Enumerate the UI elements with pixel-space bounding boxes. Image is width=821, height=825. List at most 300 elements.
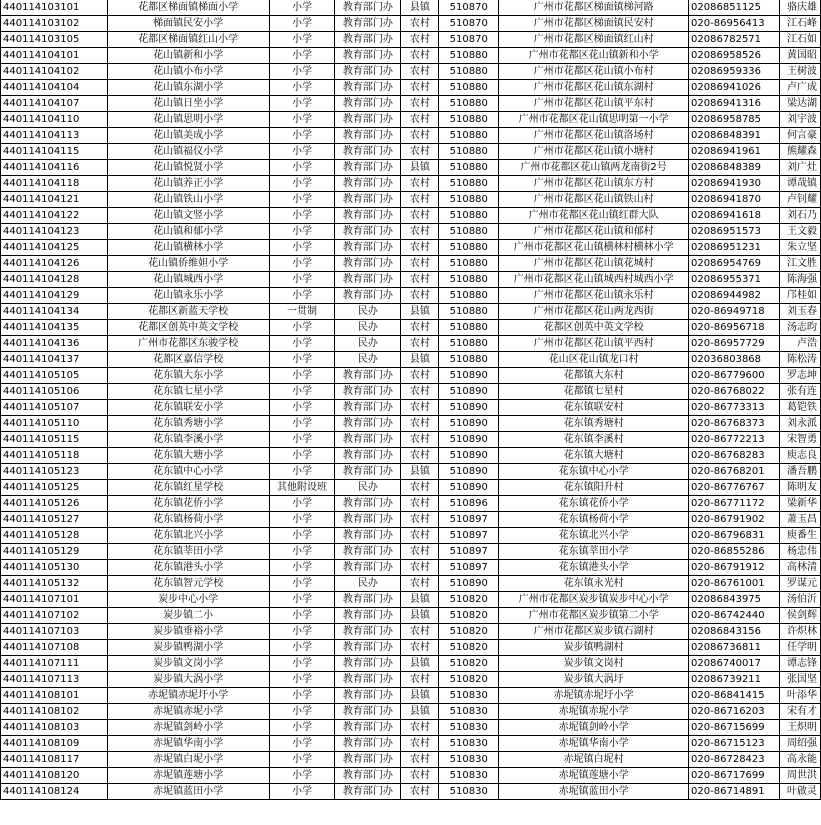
school-name-cell: 花东镇大东小学 (107, 368, 269, 384)
area-type-cell: 农村 (401, 720, 439, 736)
school-name-cell: 花都区梯面镇红山小学 (107, 32, 269, 48)
organizer-cell: 民办 (335, 480, 401, 496)
contact-person-cell: 何言豪 (779, 128, 820, 144)
area-type-cell: 农村 (401, 96, 439, 112)
phone-cell: 02086958526 (689, 48, 780, 64)
organizer-cell: 教育部门办 (335, 496, 401, 512)
table-row (1, 352, 821, 368)
table-row (1, 560, 821, 576)
school-name-cell: 炭步镇鸭湖小学 (107, 640, 269, 656)
address-cell: 广州市花都区花山镇新和小学 (499, 48, 689, 64)
contact-person-cell: 王树波 (779, 64, 820, 80)
organizer-cell: 教育部门办 (335, 224, 401, 240)
school-code-cell: 440114107108 (1, 640, 108, 656)
table-row (1, 528, 821, 544)
phone-cell: 020-86771172 (689, 496, 780, 512)
organizer-cell: 教育部门办 (335, 608, 401, 624)
area-type-cell: 农村 (401, 64, 439, 80)
area-type-cell: 农村 (401, 272, 439, 288)
school-type-cell: 小学 (269, 640, 335, 656)
postal-code-cell: 510890 (439, 416, 499, 432)
contact-person-cell: 刘广灶 (779, 160, 820, 176)
organizer-cell: 民办 (335, 576, 401, 592)
address-cell: 广州市花都区花山镇东湖村 (499, 80, 689, 96)
postal-code-cell: 510896 (439, 496, 499, 512)
school-code-cell: 440114108117 (1, 752, 108, 768)
address-cell: 花都区创英中英文学校 (499, 320, 689, 336)
postal-code-cell: 510880 (439, 224, 499, 240)
address-cell: 广州市花都区花山镇永乐村 (499, 288, 689, 304)
school-type-cell: 小学 (269, 384, 335, 400)
contact-person-cell: 潘吾鹏 (779, 464, 820, 480)
organizer-cell: 民办 (335, 336, 401, 352)
school-name-cell: 花都区创英中英文学校 (107, 320, 269, 336)
organizer-cell: 教育部门办 (335, 464, 401, 480)
school-type-cell: 小学 (269, 704, 335, 720)
phone-cell: 020-86768373 (689, 416, 780, 432)
school-code-cell: 440114104101 (1, 48, 108, 64)
table-row (1, 80, 821, 96)
area-type-cell: 农村 (401, 736, 439, 752)
school-name-cell: 花山镇美成小学 (107, 128, 269, 144)
area-type-cell: 农村 (401, 528, 439, 544)
school-type-cell: 小学 (269, 752, 335, 768)
school-type-cell: 小学 (269, 576, 335, 592)
school-name-cell: 花东镇莘田小学 (107, 544, 269, 560)
address-cell: 广州市花都区花山镇和郁村 (499, 224, 689, 240)
contact-person-cell: 梁新华 (779, 496, 820, 512)
postal-code-cell: 510880 (439, 144, 499, 160)
postal-code-cell: 510880 (439, 336, 499, 352)
table-row (1, 272, 821, 288)
phone-cell: 02086951231 (689, 240, 780, 256)
postal-code-cell: 510880 (439, 112, 499, 128)
school-code-cell: 440114105129 (1, 544, 108, 560)
postal-code-cell: 510890 (439, 480, 499, 496)
phone-cell: 02086848391 (689, 128, 780, 144)
school-code-cell: 440114104137 (1, 352, 108, 368)
table-row (1, 144, 821, 160)
contact-person-cell: 汤伯沂 (779, 592, 820, 608)
table-body (1, 0, 821, 800)
table-row (1, 320, 821, 336)
school-type-cell: 小学 (269, 352, 335, 368)
school-type-cell: 小学 (269, 608, 335, 624)
address-cell: 广州市花都区花山镇横林村横林小学 (499, 240, 689, 256)
organizer-cell: 教育部门办 (335, 112, 401, 128)
school-code-cell: 440114104136 (1, 336, 108, 352)
contact-person-cell: 张有连 (779, 384, 820, 400)
phone-cell: 02086941930 (689, 176, 780, 192)
school-name-cell: 花山镇和郁小学 (107, 224, 269, 240)
school-name-cell: 花东镇中心小学 (107, 464, 269, 480)
table-row (1, 48, 821, 64)
school-name-cell: 赤坭镇赤坭小学 (107, 704, 269, 720)
organizer-cell: 教育部门办 (335, 176, 401, 192)
table-row (1, 240, 821, 256)
postal-code-cell: 510870 (439, 32, 499, 48)
area-type-cell: 农村 (401, 624, 439, 640)
postal-code-cell: 510880 (439, 256, 499, 272)
postal-code-cell: 510830 (439, 784, 499, 800)
school-type-cell: 小学 (269, 400, 335, 416)
school-type-cell: 小学 (269, 512, 335, 528)
school-code-cell: 440114105132 (1, 576, 108, 592)
address-cell: 花东镇中心小学 (499, 464, 689, 480)
school-name-cell: 花东镇七星小学 (107, 384, 269, 400)
school-name-cell: 花山镇横林小学 (107, 240, 269, 256)
contact-person-cell: 许炽林 (779, 624, 820, 640)
contact-person-cell: 萧玉昌 (779, 512, 820, 528)
contact-person-cell: 陈松涛 (779, 352, 820, 368)
school-type-cell: 小学 (269, 32, 335, 48)
contact-person-cell: 刘宇波 (779, 112, 820, 128)
school-type-cell: 小学 (269, 544, 335, 560)
school-code-cell: 440114103105 (1, 32, 108, 48)
area-type-cell: 县镇 (401, 160, 439, 176)
contact-person-cell: 梁达湖 (779, 96, 820, 112)
table-row (1, 368, 821, 384)
phone-cell: 02086944982 (689, 288, 780, 304)
organizer-cell: 教育部门办 (335, 16, 401, 32)
phone-cell: 02086958785 (689, 112, 780, 128)
area-type-cell: 县镇 (401, 704, 439, 720)
area-type-cell: 县镇 (401, 592, 439, 608)
phone-cell: 020-86956413 (689, 16, 780, 32)
phone-cell: 02086851125 (689, 0, 780, 16)
address-cell: 花东镇花侨小学 (499, 496, 689, 512)
postal-code-cell: 510890 (439, 448, 499, 464)
school-code-cell: 440114104123 (1, 224, 108, 240)
organizer-cell: 教育部门办 (335, 544, 401, 560)
school-type-cell: 小学 (269, 368, 335, 384)
address-cell: 广州市花都区花山镇花城村 (499, 256, 689, 272)
school-name-cell: 花东镇杨荷小学 (107, 512, 269, 528)
school-type-cell: 小学 (269, 416, 335, 432)
area-type-cell: 农村 (401, 192, 439, 208)
school-type-cell: 小学 (269, 64, 335, 80)
postal-code-cell: 510880 (439, 48, 499, 64)
contact-person-cell: 江石如 (779, 32, 820, 48)
phone-cell: 020-86716203 (689, 704, 780, 720)
contact-person-cell: 侯剑辉 (779, 608, 820, 624)
area-type-cell: 县镇 (401, 608, 439, 624)
area-type-cell: 农村 (401, 576, 439, 592)
school-type-cell: 小学 (269, 112, 335, 128)
phone-cell: 020-86768201 (689, 464, 780, 480)
school-type-cell: 小学 (269, 16, 335, 32)
address-cell: 广州市花都区花山镇两龙南街2号 (499, 160, 689, 176)
organizer-cell: 教育部门办 (335, 400, 401, 416)
contact-person-cell: 朱立坚 (779, 240, 820, 256)
school-type-cell: 小学 (269, 272, 335, 288)
phone-cell: 02086941316 (689, 96, 780, 112)
contact-person-cell: 葛铠铁 (779, 400, 820, 416)
phone-cell: 020-86728423 (689, 752, 780, 768)
school-name-cell: 花山镇东湖小学 (107, 80, 269, 96)
area-type-cell: 农村 (401, 144, 439, 160)
organizer-cell: 教育部门办 (335, 720, 401, 736)
postal-code-cell: 510880 (439, 304, 499, 320)
school-code-cell: 440114104126 (1, 256, 108, 272)
phone-cell: 020-86957729 (689, 336, 780, 352)
address-cell: 花东镇港头小学 (499, 560, 689, 576)
postal-code-cell: 510880 (439, 128, 499, 144)
school-name-cell: 花山镇城西小学 (107, 272, 269, 288)
organizer-cell: 教育部门办 (335, 288, 401, 304)
area-type-cell: 农村 (401, 112, 439, 128)
contact-person-cell: 卢广成 (779, 80, 820, 96)
area-type-cell: 农村 (401, 768, 439, 784)
phone-cell: 020-86776767 (689, 480, 780, 496)
organizer-cell: 教育部门办 (335, 384, 401, 400)
postal-code-cell: 510897 (439, 544, 499, 560)
organizer-cell: 民办 (335, 304, 401, 320)
area-type-cell: 农村 (401, 368, 439, 384)
address-cell: 广州市花都区梯面镇梯河路 (499, 0, 689, 16)
school-code-cell: 440114105118 (1, 448, 108, 464)
organizer-cell: 教育部门办 (335, 672, 401, 688)
school-name-cell: 赤坭镇白坭小学 (107, 752, 269, 768)
address-cell: 炭步镇文岗村 (499, 656, 689, 672)
contact-person-cell: 叶啟灵 (779, 784, 820, 800)
school-type-cell: 小学 (269, 224, 335, 240)
contact-person-cell: 任学明 (779, 640, 820, 656)
organizer-cell: 教育部门办 (335, 592, 401, 608)
contact-person-cell: 王文毅 (779, 224, 820, 240)
phone-cell: 02086941026 (689, 80, 780, 96)
postal-code-cell: 510820 (439, 672, 499, 688)
school-name-cell: 花东镇北兴小学 (107, 528, 269, 544)
table-row (1, 0, 821, 16)
phone-cell: 02086740017 (689, 656, 780, 672)
address-cell: 花都镇七星村 (499, 384, 689, 400)
school-type-cell: 小学 (269, 256, 335, 272)
postal-code-cell: 510890 (439, 464, 499, 480)
school-code-cell: 440114104122 (1, 208, 108, 224)
table-row (1, 448, 821, 464)
phone-cell: 020-86841415 (689, 688, 780, 704)
school-name-cell: 花山镇养正小学 (107, 176, 269, 192)
contact-person-cell: 高永能 (779, 752, 820, 768)
postal-code-cell: 510890 (439, 368, 499, 384)
postal-code-cell: 510880 (439, 240, 499, 256)
organizer-cell: 教育部门办 (335, 128, 401, 144)
contact-person-cell: 庾志良 (779, 448, 820, 464)
school-name-cell: 花山镇侨维妲小学 (107, 256, 269, 272)
organizer-cell: 教育部门办 (335, 368, 401, 384)
phone-cell: 020-86768283 (689, 448, 780, 464)
school-name-cell: 赤坭镇蓝田小学 (107, 784, 269, 800)
phone-cell: 02086739211 (689, 672, 780, 688)
postal-code-cell: 510880 (439, 176, 499, 192)
table-row (1, 656, 821, 672)
table-row (1, 208, 821, 224)
contact-person-cell: 陈海强 (779, 272, 820, 288)
contact-person-cell: 周世洪 (779, 768, 820, 784)
table-row (1, 768, 821, 784)
table-row (1, 336, 821, 352)
school-name-cell: 花山镇新和小学 (107, 48, 269, 64)
school-name-cell: 花东镇李溪小学 (107, 432, 269, 448)
area-type-cell: 农村 (401, 208, 439, 224)
postal-code-cell: 510830 (439, 736, 499, 752)
address-cell: 炭步镇鸭湖村 (499, 640, 689, 656)
school-code-cell: 440114108101 (1, 688, 108, 704)
phone-cell: 02086782571 (689, 32, 780, 48)
table-row (1, 96, 821, 112)
school-name-cell: 花东镇港头小学 (107, 560, 269, 576)
area-type-cell: 县镇 (401, 464, 439, 480)
school-name-cell: 炭步镇文岗小学 (107, 656, 269, 672)
organizer-cell: 教育部门办 (335, 528, 401, 544)
area-type-cell: 农村 (401, 256, 439, 272)
area-type-cell: 农村 (401, 32, 439, 48)
address-cell: 广州市花都区花山镇小塘村 (499, 144, 689, 160)
address-cell: 广州市花都区花山镇平东村 (499, 96, 689, 112)
table-row (1, 160, 821, 176)
address-cell: 赤坭镇莲塘小学 (499, 768, 689, 784)
postal-code-cell: 510880 (439, 272, 499, 288)
table-row (1, 112, 821, 128)
school-name-cell: 炭步镇二小 (107, 608, 269, 624)
table-row (1, 752, 821, 768)
contact-person-cell: 宋智勇 (779, 432, 820, 448)
organizer-cell: 教育部门办 (335, 160, 401, 176)
phone-cell: 020-86791902 (689, 512, 780, 528)
phone-cell: 020-86796831 (689, 528, 780, 544)
organizer-cell: 教育部门办 (335, 704, 401, 720)
table-row (1, 400, 821, 416)
phone-cell: 02086843975 (689, 592, 780, 608)
school-code-cell: 440114104104 (1, 80, 108, 96)
contact-person-cell: 叶添华 (779, 688, 820, 704)
school-type-cell: 小学 (269, 656, 335, 672)
organizer-cell: 教育部门办 (335, 624, 401, 640)
school-name-cell: 花东镇大塘小学 (107, 448, 269, 464)
postal-code-cell: 510880 (439, 208, 499, 224)
phone-cell: 02086843156 (689, 624, 780, 640)
school-name-cell: 花山镇悦贤小学 (107, 160, 269, 176)
area-type-cell: 农村 (401, 128, 439, 144)
postal-code-cell: 510830 (439, 752, 499, 768)
contact-person-cell: 周绍强 (779, 736, 820, 752)
postal-code-cell: 510897 (439, 512, 499, 528)
organizer-cell: 民办 (335, 320, 401, 336)
table-row (1, 464, 821, 480)
phone-cell: 020-86768022 (689, 384, 780, 400)
school-type-cell: 小学 (269, 768, 335, 784)
school-code-cell: 440114108124 (1, 784, 108, 800)
phone-cell: 02086941618 (689, 208, 780, 224)
area-type-cell: 农村 (401, 80, 439, 96)
school-code-cell: 440114105105 (1, 368, 108, 384)
area-type-cell: 县镇 (401, 352, 439, 368)
phone-cell: 020-86949718 (689, 304, 780, 320)
organizer-cell: 教育部门办 (335, 240, 401, 256)
school-code-cell: 440114104121 (1, 192, 108, 208)
phone-cell: 020-86791912 (689, 560, 780, 576)
organizer-cell: 教育部门办 (335, 192, 401, 208)
postal-code-cell: 510890 (439, 400, 499, 416)
table-row (1, 576, 821, 592)
school-type-cell: 小学 (269, 208, 335, 224)
school-name-cell: 广州市花都区东骏学校 (107, 336, 269, 352)
postal-code-cell: 510897 (439, 560, 499, 576)
organizer-cell: 民办 (335, 352, 401, 368)
address-cell: 广州市花都区花山镇城西村城西小学 (499, 272, 689, 288)
table-row (1, 304, 821, 320)
address-cell: 广州市花都区花山镇洛场村 (499, 128, 689, 144)
school-name-cell: 花东镇秀塘小学 (107, 416, 269, 432)
contact-person-cell: 宋有才 (779, 704, 820, 720)
area-type-cell: 农村 (401, 288, 439, 304)
table-row (1, 608, 821, 624)
school-name-cell: 赤坭镇剑岭小学 (107, 720, 269, 736)
postal-code-cell: 510820 (439, 640, 499, 656)
postal-code-cell: 510830 (439, 704, 499, 720)
phone-cell: 02086959336 (689, 64, 780, 80)
postal-code-cell: 510890 (439, 432, 499, 448)
area-type-cell: 农村 (401, 480, 439, 496)
organizer-cell: 教育部门办 (335, 96, 401, 112)
address-cell: 花东镇李溪村 (499, 432, 689, 448)
contact-person-cell: 高林清 (779, 560, 820, 576)
table-row (1, 592, 821, 608)
contact-person-cell: 罗谋元 (779, 576, 820, 592)
school-code-cell: 440114105123 (1, 464, 108, 480)
school-name-cell: 花都区新蓝天学校 (107, 304, 269, 320)
area-type-cell: 县镇 (401, 304, 439, 320)
postal-code-cell: 510870 (439, 0, 499, 16)
school-code-cell: 440114108102 (1, 704, 108, 720)
school-code-cell: 440114105127 (1, 512, 108, 528)
area-type-cell: 农村 (401, 336, 439, 352)
phone-cell: 02086941961 (689, 144, 780, 160)
school-type-cell: 小学 (269, 96, 335, 112)
school-name-cell: 炭步中心小学 (107, 592, 269, 608)
table-row (1, 480, 821, 496)
postal-code-cell: 510830 (439, 688, 499, 704)
school-code-cell: 440114108103 (1, 720, 108, 736)
postal-code-cell: 510820 (439, 656, 499, 672)
organizer-cell: 教育部门办 (335, 144, 401, 160)
address-cell: 广州市花都区花山镇红群大队 (499, 208, 689, 224)
school-type-cell: 小学 (269, 128, 335, 144)
school-type-cell: 小学 (269, 736, 335, 752)
postal-code-cell: 510820 (439, 608, 499, 624)
phone-cell: 02086951573 (689, 224, 780, 240)
postal-code-cell: 510870 (439, 16, 499, 32)
organizer-cell: 教育部门办 (335, 208, 401, 224)
address-cell: 广州市花都区花山镇东方村 (499, 176, 689, 192)
school-code-cell: 440114104135 (1, 320, 108, 336)
school-code-cell: 440114105125 (1, 480, 108, 496)
school-code-cell: 440114104129 (1, 288, 108, 304)
school-code-cell: 440114107101 (1, 592, 108, 608)
area-type-cell: 农村 (401, 640, 439, 656)
area-type-cell: 县镇 (401, 656, 439, 672)
school-name-cell: 炭步镇垂裕小学 (107, 624, 269, 640)
school-code-cell: 440114105128 (1, 528, 108, 544)
table-row (1, 176, 821, 192)
organizer-cell: 教育部门办 (335, 448, 401, 464)
address-cell: 花东镇北兴小学 (499, 528, 689, 544)
contact-person-cell: 刘永派 (779, 416, 820, 432)
address-cell: 广州市花都区梯面镇红山村 (499, 32, 689, 48)
school-code-cell: 440114107111 (1, 656, 108, 672)
phone-cell: 020-86855286 (689, 544, 780, 560)
